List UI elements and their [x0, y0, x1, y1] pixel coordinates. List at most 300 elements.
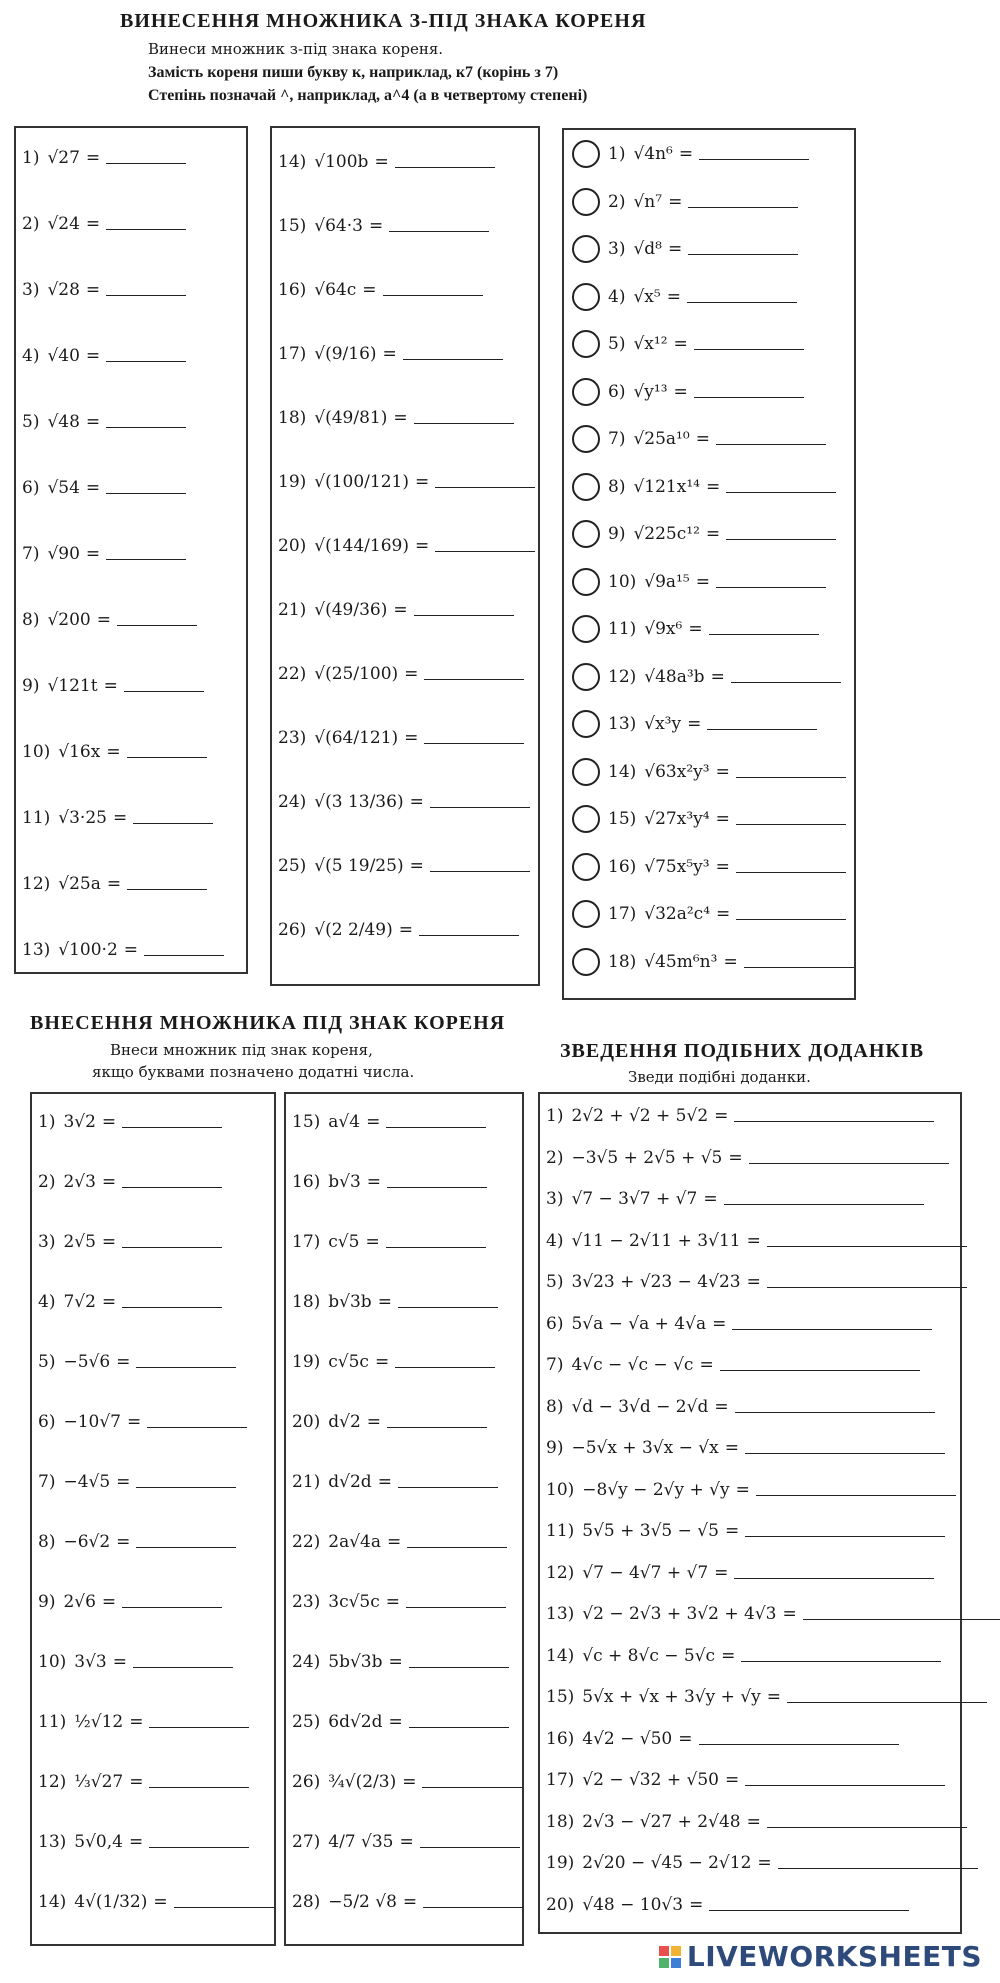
section1-column-3-box [562, 128, 856, 1000]
check-circle-icon[interactable] [572, 330, 600, 358]
equals-sign: = [715, 761, 730, 782]
exercise-expression: 3c√5c [328, 1592, 380, 1612]
check-circle-icon[interactable] [572, 663, 600, 691]
answer-field[interactable] [149, 1726, 249, 1728]
exercise-number: 15) [608, 809, 637, 829]
answer-field[interactable] [122, 1246, 222, 1248]
equals-sign: = [106, 742, 121, 762]
answer-field[interactable] [106, 492, 186, 494]
answer-field[interactable] [767, 1245, 967, 1247]
answer-field[interactable] [699, 1743, 899, 1745]
answer-field[interactable] [745, 1452, 945, 1454]
check-circle-icon[interactable] [572, 853, 600, 881]
equals-sign: = [85, 544, 101, 564]
equals-sign: = [365, 1232, 380, 1252]
exercise-row [546, 1189, 924, 1209]
exercise-row [546, 1646, 941, 1666]
answer-field[interactable] [736, 776, 846, 778]
exercise-expression: 3√23 + √23 − 4√23 [571, 1272, 741, 1292]
exercise-expression: √90 [47, 544, 80, 564]
exercise-expression: √2 − √32 + √50 [582, 1770, 719, 1790]
section1-column-1-box [14, 126, 248, 974]
check-circle-icon[interactable] [572, 520, 600, 548]
answer-field[interactable] [709, 1909, 909, 1911]
exercise-number: 6) [546, 1313, 564, 1334]
equals-sign: = [715, 809, 730, 829]
exercise-expression: √11 − 2√11 + 3√11 [571, 1230, 741, 1251]
answer-field[interactable] [741, 1660, 941, 1662]
exercise-expression: √n⁷ [633, 191, 663, 212]
answer-field[interactable] [803, 1618, 1000, 1620]
check-circle-icon[interactable] [572, 235, 600, 263]
exercise-expression: √48a³b [644, 666, 705, 687]
exercise-row [38, 1592, 222, 1612]
answer-field[interactable] [122, 1126, 222, 1128]
equals-sign: = [402, 1892, 418, 1912]
equals-sign: = [101, 1172, 117, 1192]
exercise-expression: 5√5 + 3√5 − √5 [582, 1521, 719, 1541]
exercise-expression: √(5 19/25) [314, 856, 404, 876]
exercise-expression: √d⁸ [633, 239, 662, 259]
answer-field[interactable] [389, 230, 489, 232]
exercise-expression: √(2 2/49) [314, 920, 393, 940]
exercise-row [22, 874, 207, 894]
equals-sign: = [710, 666, 725, 687]
exercise-row [22, 412, 186, 432]
answer-field[interactable] [398, 1486, 498, 1488]
exercise-number: 6) [22, 478, 40, 498]
exercise-expression: 5b√3b [328, 1652, 383, 1672]
answer-field[interactable] [387, 1426, 487, 1428]
equals-sign: = [714, 1106, 729, 1126]
equals-sign: = [385, 1592, 401, 1612]
answer-field[interactable] [117, 624, 197, 626]
exercise-expression: c√5 [328, 1232, 360, 1252]
exercise-expression: d√2 [328, 1412, 361, 1432]
exercise-expression: 5√a − √a + 4√a [571, 1313, 707, 1334]
exercise-row [278, 408, 514, 428]
exercise-row [278, 728, 524, 748]
answer-field[interactable] [124, 690, 204, 692]
equals-sign: = [678, 144, 694, 164]
equals-sign: = [85, 214, 101, 234]
answer-field[interactable] [106, 162, 186, 164]
answer-field[interactable] [687, 301, 797, 303]
answer-field[interactable] [406, 1606, 506, 1608]
exercise-expression: 2√2 + √2 + 5√2 [571, 1106, 709, 1126]
exercise-number: 17) [292, 1232, 321, 1252]
answer-field[interactable] [409, 1666, 509, 1668]
check-circle-icon[interactable] [572, 805, 600, 833]
equals-sign: = [757, 1853, 772, 1873]
exercise-row [546, 1687, 987, 1707]
exercise-number: 10) [22, 742, 51, 762]
check-circle-icon[interactable] [572, 188, 600, 216]
answer-field[interactable] [424, 678, 524, 680]
check-circle-icon[interactable] [572, 900, 600, 928]
exercise-number: 11) [38, 1712, 67, 1732]
answer-field[interactable] [395, 1366, 495, 1368]
exercise-row [608, 287, 797, 307]
exercise-expression: √(144/169) [314, 536, 409, 556]
exercise-row [292, 1232, 486, 1252]
equals-sign: = [673, 381, 688, 402]
exercise-number: 14) [38, 1892, 67, 1912]
answer-field[interactable] [745, 1784, 945, 1786]
exercise-number: 9) [38, 1592, 56, 1612]
answer-field[interactable] [435, 486, 535, 488]
exercise-number: 15) [546, 1687, 575, 1707]
answer-field[interactable] [726, 491, 836, 493]
check-circle-icon[interactable] [572, 615, 600, 643]
exercise-expression: 4√(1/32) [74, 1892, 148, 1912]
equals-sign: = [715, 856, 730, 877]
exercise-number: 5) [608, 334, 626, 354]
exercise-row [292, 1112, 486, 1132]
answer-field[interactable] [403, 358, 503, 360]
exercise-row [38, 1532, 236, 1552]
section2-title: ВНЕСЕННЯ МНОЖНИКА ПІД ЗНАК КОРЕНЯ [30, 1012, 506, 1034]
exercise-number: 17) [278, 344, 307, 364]
equals-sign: = [678, 1728, 693, 1749]
exercise-expression: 2√20 − √45 − 2√12 [582, 1853, 752, 1873]
equals-sign: = [695, 571, 710, 592]
exercise-number: 18) [546, 1811, 575, 1832]
exercise-row [22, 676, 204, 696]
answer-field[interactable] [127, 888, 207, 890]
answer-field[interactable] [709, 633, 819, 635]
exercise-row [292, 1172, 487, 1192]
exercise-expression: √9a¹⁵ [644, 571, 690, 592]
answer-field[interactable] [407, 1546, 507, 1548]
answer-field[interactable] [736, 823, 846, 825]
exercise-row [608, 382, 804, 402]
exercise-number: 21) [292, 1472, 321, 1492]
exercise-expression: √75x⁵y³ [644, 856, 710, 877]
exercise-number: 28) [292, 1892, 321, 1912]
equals-sign: = [735, 1479, 750, 1500]
exercise-expression: √(49/36) [314, 600, 388, 620]
exercise-row [608, 334, 804, 354]
section2-column-1-box [30, 1092, 276, 1946]
exercise-expression: 3√3 [74, 1652, 107, 1672]
exercise-row [278, 280, 483, 300]
answer-field[interactable] [716, 586, 826, 588]
equals-sign: = [116, 1352, 131, 1372]
answer-field[interactable] [778, 1867, 978, 1869]
answer-field[interactable] [414, 614, 514, 616]
exercise-number: 11) [608, 619, 637, 639]
exercise-number: 19) [278, 472, 307, 492]
answer-field[interactable] [787, 1701, 987, 1703]
equals-sign: = [415, 536, 430, 556]
exercise-expression: √x⁵ [633, 286, 661, 307]
equals-sign: = [377, 1292, 392, 1312]
answer-field[interactable] [133, 822, 213, 824]
equals-sign: = [699, 1355, 714, 1375]
answer-field[interactable] [694, 396, 804, 398]
exercise-number: 17) [546, 1770, 575, 1790]
answer-field[interactable] [133, 1666, 233, 1668]
exercise-row [546, 1812, 967, 1832]
exercise-row [608, 572, 826, 592]
exercise-row [278, 920, 519, 940]
answer-field[interactable] [122, 1606, 222, 1608]
answer-field[interactable] [106, 426, 186, 428]
check-circle-icon[interactable] [572, 758, 600, 786]
exercise-expression: √(64/121) [314, 728, 399, 748]
exercise-row [292, 1412, 487, 1432]
exercise-expression: 3√2 [63, 1112, 96, 1132]
exercise-number: 21) [278, 600, 307, 620]
answer-field[interactable] [383, 294, 483, 296]
exercise-number: 8) [608, 476, 626, 497]
exercise-number: 4) [546, 1230, 564, 1251]
check-circle-icon[interactable] [572, 140, 600, 168]
answer-field[interactable] [767, 1826, 967, 1828]
exercise-expression: √16x [58, 742, 101, 762]
exercise-number: 2) [22, 214, 40, 234]
equals-sign: = [106, 874, 122, 894]
exercise-number: 27) [292, 1832, 321, 1852]
exercise-row [278, 344, 503, 364]
exercise-row [546, 1895, 909, 1915]
exercise-expression: 2√3 [63, 1172, 96, 1192]
exercise-number: 12) [546, 1562, 575, 1583]
answer-field[interactable] [435, 550, 535, 552]
exercise-expression: 2√5 [63, 1232, 96, 1252]
exercise-number: 14) [278, 152, 307, 172]
check-circle-icon[interactable] [572, 283, 600, 311]
check-circle-icon[interactable] [572, 425, 600, 453]
answer-field[interactable] [122, 1186, 222, 1188]
exercise-number: 14) [608, 761, 637, 782]
answer-field[interactable] [731, 681, 841, 683]
answer-field[interactable] [430, 870, 530, 872]
exercise-row [292, 1472, 498, 1492]
equals-sign: = [374, 152, 389, 172]
equals-sign: = [716, 904, 731, 924]
equals-sign: = [666, 286, 681, 307]
answer-field[interactable] [694, 348, 804, 350]
answer-field[interactable] [745, 1535, 945, 1537]
answer-field[interactable] [386, 1126, 486, 1128]
answer-field[interactable] [732, 1328, 932, 1330]
exercise-number: 16) [278, 280, 307, 300]
exercise-row [22, 478, 186, 498]
equals-sign: = [404, 664, 419, 684]
exercise-row [292, 1292, 498, 1312]
answer-field[interactable] [716, 443, 826, 445]
exercise-expression: √24 [47, 214, 80, 234]
exercise-row [38, 1832, 249, 1852]
answer-field[interactable] [414, 422, 514, 424]
answer-field[interactable] [386, 1246, 486, 1248]
answer-field[interactable] [106, 360, 186, 362]
answer-field[interactable] [422, 1786, 522, 1788]
answer-field[interactable] [724, 1203, 924, 1205]
equals-sign: = [723, 951, 738, 972]
exercise-row [22, 148, 186, 168]
exercise-number: 1) [22, 148, 40, 168]
answer-field[interactable] [735, 1411, 935, 1413]
equals-sign: = [123, 940, 139, 960]
exercise-number: 19) [546, 1853, 575, 1873]
exercise-row [546, 1729, 899, 1749]
exercise-expression: √48 [47, 412, 80, 432]
equals-sign: = [687, 714, 702, 734]
exercise-row [278, 152, 495, 172]
exercise-expression: 4√c − √c − √c [571, 1355, 694, 1375]
answer-field[interactable] [420, 1846, 520, 1848]
answer-field[interactable] [395, 166, 495, 168]
exercise-expression: √c + 8√c − 5√c [582, 1645, 716, 1666]
answer-field[interactable] [147, 1426, 247, 1428]
answer-field[interactable] [122, 1306, 222, 1308]
exercise-row [38, 1712, 249, 1732]
check-circle-icon[interactable] [572, 473, 600, 501]
exercise-number: 8) [22, 610, 40, 630]
answer-field[interactable] [756, 1494, 956, 1496]
liveworksheets-logo [659, 1940, 982, 1973]
equals-sign: = [129, 1772, 144, 1792]
answer-field[interactable] [149, 1846, 249, 1848]
exercise-row [38, 1412, 247, 1432]
exercise-row [546, 1397, 935, 1417]
exercise-number: 5) [38, 1352, 56, 1372]
exercise-row [38, 1472, 236, 1492]
answer-field[interactable] [106, 558, 186, 560]
check-circle-icon[interactable] [572, 568, 600, 596]
answer-field[interactable] [736, 871, 846, 873]
equals-sign: = [782, 1604, 797, 1624]
answer-field[interactable] [106, 294, 186, 296]
answer-field[interactable] [398, 1306, 498, 1308]
answer-field[interactable] [688, 253, 798, 255]
equals-sign: = [112, 808, 128, 828]
equals-sign: = [712, 1313, 727, 1334]
answer-field[interactable] [387, 1186, 487, 1188]
exercise-row [278, 216, 489, 236]
answer-field[interactable] [174, 1906, 274, 1908]
answer-field[interactable] [707, 728, 817, 730]
exercise-expression: −5/2 √8 [328, 1892, 397, 1912]
exercise-row [608, 429, 826, 449]
equals-sign: = [96, 610, 111, 630]
exercise-number: 1) [546, 1106, 564, 1126]
equals-sign: = [85, 478, 101, 498]
answer-field[interactable] [419, 934, 519, 936]
exercise-expression: √27 [47, 148, 80, 168]
answer-field[interactable] [720, 1369, 920, 1371]
exercise-number: 17) [608, 904, 637, 924]
equals-sign: = [388, 1712, 403, 1732]
equals-sign: = [101, 1112, 117, 1132]
equals-sign: = [705, 524, 721, 544]
exercise-number: 8) [38, 1532, 56, 1552]
equals-sign: = [689, 1894, 704, 1915]
exercise-expression: √32a²c⁴ [644, 904, 711, 924]
exercise-row [546, 1770, 945, 1790]
answer-field[interactable] [144, 954, 224, 956]
equals-sign: = [374, 1352, 390, 1372]
exercise-number: 8) [546, 1396, 564, 1417]
exercise-number: 2) [546, 1147, 564, 1168]
answer-field[interactable] [736, 918, 846, 920]
exercise-number: 12) [22, 874, 51, 894]
equals-sign: = [116, 1532, 131, 1552]
equals-sign: = [377, 1472, 392, 1492]
exercise-row [608, 904, 846, 924]
answer-field[interactable] [149, 1786, 249, 1788]
exercise-number: 20) [546, 1894, 575, 1915]
exercise-row [38, 1652, 233, 1672]
equals-sign: = [85, 412, 101, 432]
exercise-expression: −8√y − 2√y + √y [582, 1479, 730, 1500]
answer-field[interactable] [136, 1486, 236, 1488]
exercise-number: 10) [546, 1479, 575, 1500]
exercise-row [278, 536, 535, 556]
answer-field[interactable] [136, 1546, 236, 1548]
equals-sign: = [673, 334, 688, 354]
exercise-row [546, 1563, 934, 1583]
exercise-number: 15) [278, 216, 307, 236]
exercise-number: 1) [608, 144, 626, 164]
check-circle-icon[interactable] [572, 378, 600, 406]
answer-field[interactable] [688, 206, 798, 208]
exercise-number: 15) [292, 1112, 321, 1132]
exercise-expression: √y¹³ [633, 381, 668, 402]
answer-field[interactable] [744, 966, 854, 968]
exercise-expression: √3·25 [58, 808, 107, 828]
check-circle-icon[interactable] [572, 948, 600, 976]
answer-field[interactable] [423, 1906, 523, 1908]
answer-field[interactable] [734, 1577, 934, 1579]
equals-sign: = [724, 1770, 740, 1790]
answer-field[interactable] [409, 1726, 509, 1728]
exercise-row [546, 1106, 934, 1126]
exercise-expression: ½√12 [74, 1712, 124, 1732]
exercise-number: 9) [608, 524, 626, 544]
exercise-expression: √7 − 3√7 + √7 [571, 1189, 698, 1209]
answer-field[interactable] [749, 1162, 949, 1164]
equals-sign: = [724, 1521, 740, 1541]
exercise-row [608, 239, 798, 259]
exercise-row [22, 610, 197, 630]
exercise-row [546, 1231, 967, 1251]
answer-field[interactable] [767, 1286, 967, 1288]
answer-field[interactable] [734, 1120, 934, 1122]
answer-field[interactable] [127, 756, 207, 758]
exercise-expression: √7 − 4√7 + √7 [582, 1562, 709, 1583]
exercise-expression: √100b [314, 152, 369, 172]
answer-field[interactable] [726, 538, 836, 540]
logo-mark-icon [659, 1946, 681, 1968]
exercise-row [546, 1355, 920, 1375]
answer-field[interactable] [699, 158, 809, 160]
answer-field[interactable] [424, 742, 524, 744]
answer-field[interactable] [106, 228, 186, 230]
equals-sign: = [668, 191, 683, 212]
exercise-expression: √200 [47, 610, 91, 630]
exercise-row [278, 856, 530, 876]
answer-field[interactable] [430, 806, 530, 808]
equals-sign: = [409, 856, 424, 876]
equals-sign: = [728, 1147, 743, 1168]
answer-field[interactable] [136, 1366, 236, 1368]
equals-sign: = [129, 1712, 144, 1732]
check-circle-icon[interactable] [572, 710, 600, 738]
